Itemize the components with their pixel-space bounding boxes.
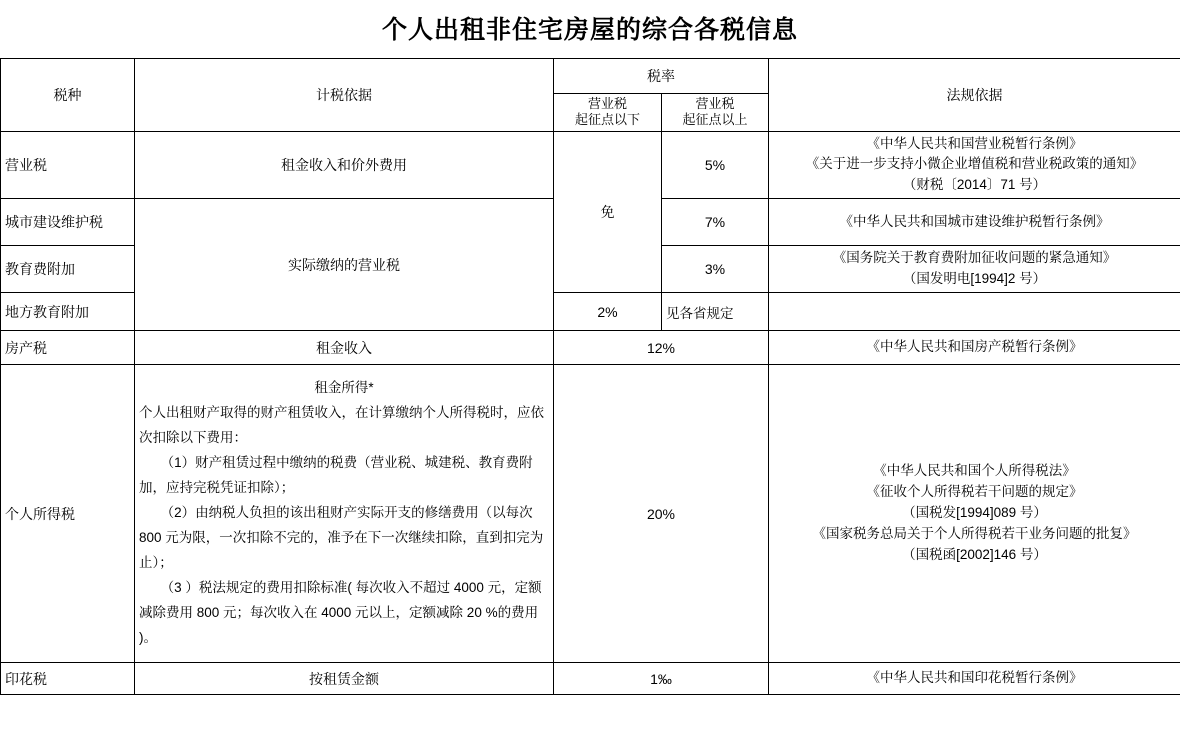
basis-actual-business-tax: 实际缴纳的营业税 [135,199,554,331]
law-line: 《中华人民共和国房产税暂行条例》 [773,337,1176,358]
rate-education-surcharge: 3% [662,246,769,293]
header-rate-group: 税率 [554,59,769,94]
rate-business-tax: 5% [662,131,769,199]
law-line: 《中华人民共和国营业税暂行条例》 [773,134,1176,155]
header-tax-type: 税种 [1,59,135,132]
tax-type-property-tax: 房产税 [1,331,135,365]
law-line: （国发明电[1994]2 号） [773,269,1176,290]
table-row [1,131,1180,199]
header-rate-above-line1: 营业税 [666,96,764,112]
basis-stamp-tax: 按租赁金额 [135,663,554,695]
tax-type-individual-income-tax: 个人所得税 [1,365,135,663]
basis-business-tax: 租金收入和价外费用 [135,131,554,199]
rate-stamp-tax: 1‰ [554,663,769,695]
header-rate-above-line2: 起征点以上 [666,112,764,128]
page-title: 个人出租非住宅房屋的综合各税信息 [0,10,1180,46]
law-business-tax [769,131,1180,199]
law-individual-income-tax [769,365,1180,663]
law-line: （国税函[2002]146 号） [773,545,1176,566]
header-rate-below-line2: 起征点以下 [558,112,657,128]
table-row [1,331,1180,365]
law-line: 《征收个人所得税若干问题的规定》 [773,482,1176,503]
law-education-surcharge [769,246,1180,293]
law-line: 《中华人民共和国印花税暂行条例》 [773,668,1176,689]
law-property-tax [769,331,1180,365]
rate-property-tax: 12% [554,331,769,365]
table-row [1,663,1180,695]
tax-type-stamp-tax: 印花税 [1,663,135,695]
tax-type-local-education-surcharge: 地方教育附加 [1,293,135,331]
tax-type-business-tax: 营业税 [1,131,135,199]
law-line: 《中华人民共和国个人所得税法》 [773,461,1176,482]
basis-paragraph: （3 ）税法规定的费用扣除标准( 每次收入不超过 4000 元，定额减除费用 800 元；每次收入在 4000 元以上，定额减除 20 %的费用 )。 [139,576,549,651]
tax-type-education-surcharge: 教育费附加 [1,246,135,293]
basis-title: 租金所得* [139,376,549,401]
tax-type-city-construction-tax: 城市建设维护税 [1,199,135,246]
header-rate-below-threshold [554,94,662,132]
law-line: 《关于进一步支持小微企业增值税和营业税政策的通知》 [773,154,1176,175]
table-row [1,365,1180,663]
basis-property-tax: 租金收入 [135,331,554,365]
tax-info-table [0,58,1180,695]
basis-individual-income-tax [135,365,554,663]
rate-below-threshold-exempt: 免 [554,131,662,293]
basis-paragraph: 个人出租财产取得的财产租赁收入，在计算缴纳个人所得税时，应依次扣除以下费用： [139,401,549,451]
law-city-construction-tax [769,199,1180,246]
law-line: （国税发[1994]089 号） [773,503,1176,524]
law-local-education-surcharge: 见各省规定 [662,293,769,331]
law-line: 《中华人民共和国城市建设维护税暂行条例》 [773,212,1176,233]
basis-paragraph: （2）由纳税人负担的该出租财产实际开支的修缮费用（以每次 800 元为限，一次扣除不完的，准予在下一次继续扣除，直到扣完为止）； [139,501,549,576]
header-law: 法规依据 [769,59,1180,132]
header-rate-below-line1: 营业税 [558,96,657,112]
rate-individual-income-tax: 20% [554,365,769,663]
header-basis: 计税依据 [135,59,554,132]
table-header-row-1 [1,59,1180,94]
law-line: 《国务院关于教育费附加征收问题的紧急通知》 [773,248,1176,269]
rate-city-construction-tax: 7% [662,199,769,246]
header-rate-above-threshold [662,94,769,132]
basis-paragraph: （1）财产租赁过程中缴纳的税费（营业税、城建税、教育费附加，应持完税凭证扣除）； [139,451,549,501]
law-stamp-tax [769,663,1180,695]
law-line: （财税〔2014〕71 号） [773,175,1176,196]
rate-local-education-surcharge: 2% [554,293,662,331]
document-page [0,10,1180,695]
law-line: 《国家税务总局关于个人所得税若干业务问题的批复》 [773,524,1176,545]
